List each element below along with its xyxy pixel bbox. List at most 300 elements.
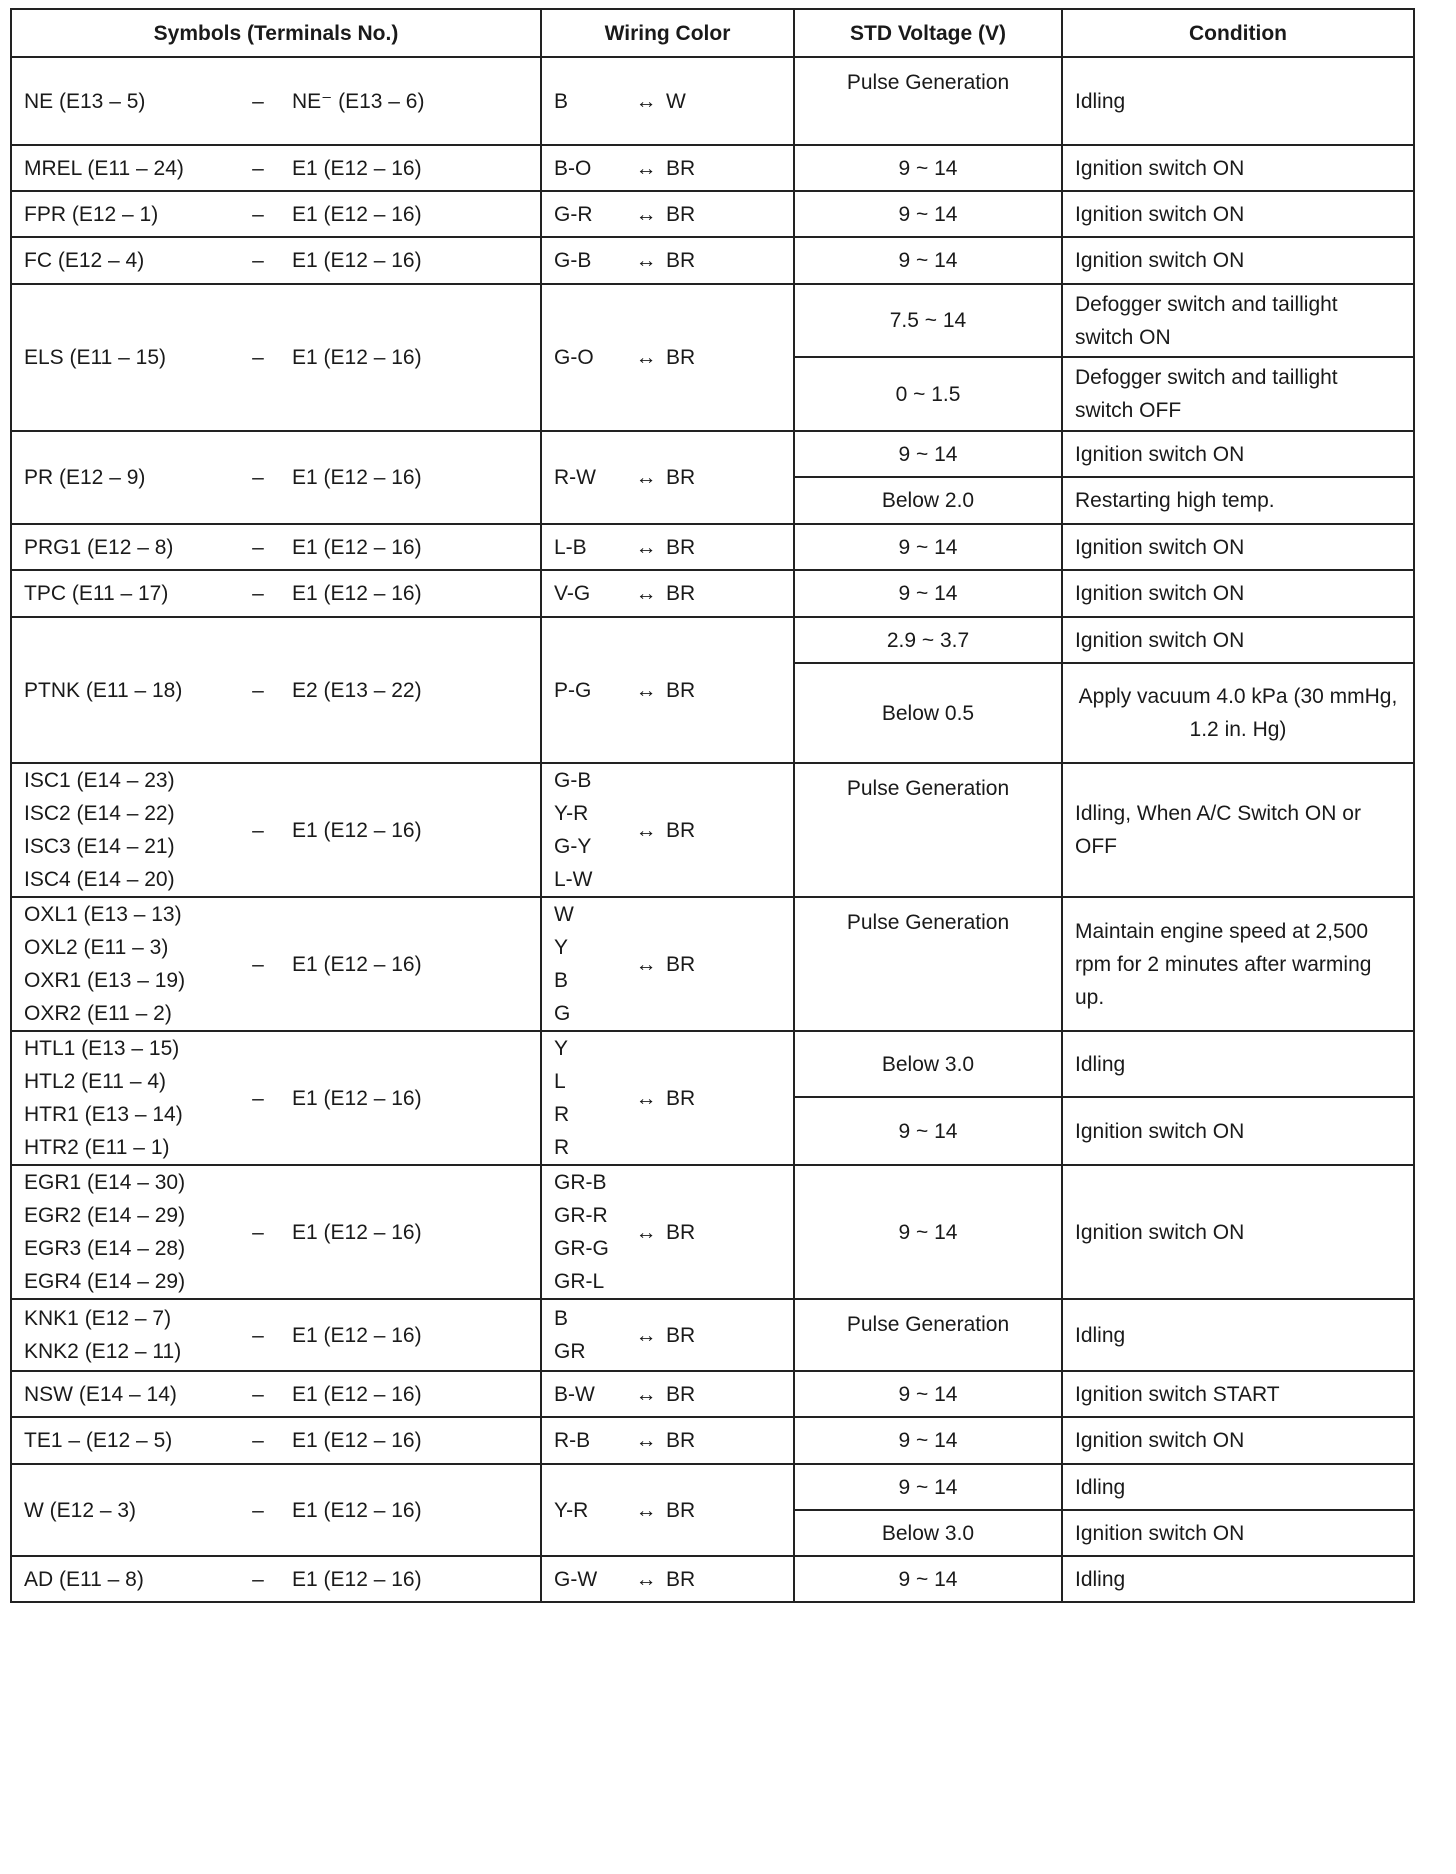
symbols-cell	[11, 1464, 541, 1556]
terminal-symbol: PRG1 (E12 – 8)	[24, 535, 174, 559]
symbols-cell	[11, 1165, 541, 1299]
double-arrow-icon: ↔	[635, 678, 657, 702]
terminal-list	[24, 1032, 224, 1164]
wire-color: GR-R	[554, 1204, 608, 1227]
wire-color-list	[554, 1032, 626, 1164]
terminal-list	[24, 1302, 224, 1368]
wire-pair	[554, 152, 781, 185]
terminal-pair	[24, 674, 528, 707]
terminal-list	[24, 531, 224, 564]
table-row	[11, 1417, 1414, 1464]
std-voltage: 0 ~ 1.5	[794, 357, 1062, 431]
wire-color: R-B	[554, 1429, 591, 1452]
table-row	[11, 284, 1414, 357]
std-voltage: 9 ~ 14	[794, 1165, 1062, 1299]
condition: Idling, When A/C Switch ON or OFF	[1062, 763, 1414, 897]
wire-color-list	[554, 85, 626, 118]
ground-terminal: E1 (E12 – 16)	[292, 1498, 422, 1522]
terminal-pair	[24, 764, 528, 896]
ground-terminal: E1 (E12 – 16)	[292, 952, 422, 976]
wire-pair	[554, 341, 781, 374]
double-arrow-icon: ↔	[635, 346, 657, 369]
table-row	[11, 1464, 1414, 1510]
wire-pair	[554, 1032, 781, 1164]
std-voltage: Below 3.0	[794, 1510, 1062, 1556]
symbols-cell	[11, 570, 541, 617]
symbols-cell	[11, 1371, 541, 1417]
dash-separator: –	[252, 535, 264, 559]
table-row	[11, 57, 1414, 145]
wire-color: G-B	[554, 769, 592, 792]
wire-pair	[554, 85, 781, 118]
condition: Ignition switch ON	[1062, 237, 1414, 284]
ground-wire-color: BR	[666, 952, 696, 976]
std-voltage: 9 ~ 14	[794, 570, 1062, 617]
wiring-color-cell	[541, 1464, 794, 1556]
condition: Ignition switch ON	[1062, 1165, 1414, 1299]
table-row	[11, 897, 1414, 1031]
wire-color: R	[554, 1103, 570, 1126]
terminal-pair	[24, 461, 528, 494]
std-voltage: 9 ~ 14	[794, 237, 1062, 284]
wiring-color-cell	[541, 763, 794, 897]
terminal-symbol: NSW (E14 – 14)	[24, 1382, 177, 1406]
dash-separator: –	[252, 952, 264, 976]
terminal-list	[24, 1494, 224, 1527]
symbols-cell	[11, 431, 541, 524]
condition: Maintain engine speed at 2,500 rpm for 2 minutes after warming up.	[1062, 897, 1414, 1031]
wire-pair	[554, 1563, 781, 1596]
ecu-terminal-table	[10, 8, 1415, 1603]
terminal-pair	[24, 1563, 528, 1596]
dash-separator: –	[252, 89, 264, 113]
std-voltage: 9 ~ 14	[794, 1556, 1062, 1602]
ground-wire-color: BR	[666, 1323, 696, 1347]
dash-separator: –	[252, 466, 264, 489]
std-voltage: 7.5 ~ 14	[794, 284, 1062, 357]
terminal-symbol: ISC4 (E14 – 20)	[24, 868, 175, 891]
std-voltage: 9 ~ 14	[794, 1464, 1062, 1510]
ground-terminal: E1 (E12 – 16)	[292, 1086, 422, 1110]
ground-terminal: E1 (E12 – 16)	[292, 535, 422, 559]
symbols-cell	[11, 1556, 541, 1602]
terminal-list	[24, 85, 224, 118]
condition: Idling	[1062, 1031, 1414, 1097]
dash-separator: –	[252, 249, 264, 272]
symbols-cell	[11, 145, 541, 191]
std-voltage: 9 ~ 14	[794, 1097, 1062, 1165]
table-row	[11, 1556, 1414, 1602]
wiring-color-cell	[541, 237, 794, 284]
wiring-color-cell	[541, 1299, 794, 1371]
std-voltage: 9 ~ 14	[794, 1371, 1062, 1417]
ground-wire-color: BR	[666, 1429, 696, 1452]
std-voltage: 9 ~ 14	[794, 431, 1062, 477]
terminal-symbol: FC (E12 – 4)	[24, 249, 145, 272]
wire-color: GR	[554, 1340, 586, 1363]
wire-color: G	[554, 1002, 571, 1025]
condition: Restarting high temp.	[1062, 477, 1414, 524]
header-symbols: Symbols (Terminals No.)	[11, 9, 541, 57]
wire-color: G-Y	[554, 835, 592, 858]
terminal-symbol: W (E12 – 3)	[24, 1498, 137, 1522]
condition: Apply vacuum 4.0 kPa (30 mmHg, 1.2 in. Hg)	[1062, 663, 1414, 763]
wire-pair	[554, 198, 781, 231]
terminal-symbol: EGR4 (E14 – 29)	[24, 1270, 186, 1293]
wire-pair	[554, 764, 781, 896]
ground-wire-color: BR	[666, 202, 696, 226]
symbols-cell	[11, 617, 541, 763]
wire-color: G-W	[554, 1567, 598, 1591]
std-voltage: Pulse Generation	[794, 897, 1062, 1031]
symbols-cell	[11, 897, 541, 1031]
terminal-pair	[24, 244, 528, 277]
terminal-symbol: OXR1 (E13 – 19)	[24, 969, 186, 992]
ground-terminal: E1 (E12 – 16)	[292, 1429, 422, 1452]
wire-color-list	[554, 898, 626, 1030]
dash-separator: –	[252, 678, 264, 702]
wire-pair	[554, 531, 781, 564]
std-voltage: Pulse Generation	[794, 763, 1062, 897]
wire-color-list	[554, 152, 626, 185]
terminal-pair	[24, 577, 528, 610]
symbols-cell	[11, 1031, 541, 1165]
symbols-cell	[11, 284, 541, 431]
terminal-symbol: OXL2 (E11 – 3)	[24, 936, 169, 959]
header-std-voltage: STD Voltage (V)	[794, 9, 1062, 57]
wiring-color-cell	[541, 897, 794, 1031]
terminal-list	[24, 198, 224, 231]
wire-pair	[554, 674, 781, 707]
wire-color: GR-G	[554, 1237, 609, 1260]
terminal-symbol: TPC (E11 – 17)	[24, 582, 169, 605]
wire-color-list	[554, 341, 626, 374]
dash-separator: –	[252, 1323, 264, 1347]
wiring-color-cell	[541, 431, 794, 524]
terminal-symbol: HTR1 (E13 – 14)	[24, 1103, 183, 1126]
condition: Idling	[1062, 1464, 1414, 1510]
dash-separator: –	[252, 1567, 264, 1591]
wiring-color-cell	[541, 1031, 794, 1165]
wire-color-list	[554, 1302, 626, 1368]
wire-pair	[554, 1378, 781, 1411]
symbols-cell	[11, 763, 541, 897]
terminal-list	[24, 152, 224, 185]
terminal-symbol: EGR2 (E14 – 29)	[24, 1204, 186, 1227]
condition: Ignition switch ON	[1062, 1097, 1414, 1165]
wire-pair	[554, 898, 781, 1030]
terminal-pair	[24, 152, 528, 185]
wiring-color-cell	[541, 284, 794, 431]
ground-terminal: E1 (E12 – 16)	[292, 202, 422, 226]
wire-color: L-W	[554, 868, 593, 891]
ground-terminal: E1 (E12 – 16)	[292, 346, 422, 369]
page	[10, 8, 1413, 1603]
terminal-list	[24, 1378, 224, 1411]
table-row	[11, 617, 1414, 663]
condition: Defogger switch and taillight switch OFF	[1062, 357, 1414, 431]
table-row	[11, 1165, 1414, 1299]
ground-wire-color: BR	[666, 1220, 696, 1244]
ground-terminal: E1 (E12 – 16)	[292, 582, 422, 605]
terminal-symbol: ELS (E11 – 15)	[24, 346, 167, 369]
table-row	[11, 431, 1414, 477]
wire-color: B-O	[554, 156, 592, 180]
wiring-color-cell	[541, 191, 794, 237]
wire-color: B	[554, 969, 569, 992]
ground-wire-color: BR	[666, 582, 696, 605]
ground-terminal: E1 (E12 – 16)	[292, 1567, 422, 1591]
ground-wire-color: BR	[666, 1086, 696, 1110]
terminal-symbol: HTL1 (E13 – 15)	[24, 1037, 180, 1060]
terminal-symbol: EGR3 (E14 – 28)	[24, 1237, 186, 1260]
wire-color-list	[554, 674, 626, 707]
wire-color: R	[554, 1136, 570, 1159]
condition: Ignition switch ON	[1062, 570, 1414, 617]
double-arrow-icon: ↔	[635, 1220, 657, 1244]
wire-color-list	[554, 764, 626, 896]
terminal-symbol: KNK1 (E12 – 7)	[24, 1307, 172, 1330]
wire-pair	[554, 1494, 781, 1527]
dash-separator: –	[252, 582, 264, 605]
ground-wire-color: BR	[666, 466, 696, 489]
ground-wire-color: BR	[666, 1567, 696, 1591]
ground-terminal: E1 (E12 – 16)	[292, 466, 422, 489]
wire-color: Y	[554, 936, 569, 959]
wire-color-list	[554, 1166, 626, 1298]
terminal-symbol: EGR1 (E14 – 30)	[24, 1171, 186, 1194]
wire-color: V-G	[554, 582, 591, 605]
terminal-pair	[24, 898, 528, 1030]
ground-wire-color: BR	[666, 1498, 696, 1522]
wire-color-list	[554, 244, 626, 277]
condition: Ignition switch ON	[1062, 145, 1414, 191]
dash-separator: –	[252, 156, 264, 180]
ground-terminal: E1 (E12 – 16)	[292, 818, 422, 842]
wire-pair	[554, 1166, 781, 1298]
double-arrow-icon: ↔	[635, 1323, 657, 1347]
terminal-symbol: ISC1 (E14 – 23)	[24, 769, 175, 792]
table-row	[11, 237, 1414, 284]
double-arrow-icon: ↔	[635, 582, 657, 605]
wire-pair	[554, 244, 781, 277]
terminal-list	[24, 341, 224, 374]
terminal-pair	[24, 1166, 528, 1298]
wire-pair	[554, 1424, 781, 1457]
wire-color: W	[554, 903, 574, 926]
std-voltage: 9 ~ 14	[794, 524, 1062, 570]
std-voltage: 9 ~ 14	[794, 191, 1062, 237]
symbols-cell	[11, 1299, 541, 1371]
wiring-color-cell	[541, 570, 794, 617]
symbols-cell	[11, 524, 541, 570]
wire-color: P-G	[554, 678, 592, 702]
dash-separator: –	[252, 1498, 264, 1522]
table-row	[11, 763, 1414, 897]
double-arrow-icon: ↔	[635, 249, 657, 272]
wire-color: GR-B	[554, 1171, 607, 1194]
table-row	[11, 145, 1414, 191]
table-row	[11, 191, 1414, 237]
terminal-pair	[24, 1494, 528, 1527]
dash-separator: –	[252, 1220, 264, 1244]
terminal-pair	[24, 531, 528, 564]
condition: Ignition switch START	[1062, 1371, 1414, 1417]
std-voltage: Pulse Generation	[794, 57, 1062, 145]
double-arrow-icon: ↔	[635, 1498, 657, 1522]
terminal-list	[24, 1563, 224, 1596]
table-row	[11, 1031, 1414, 1097]
wire-color: R-W	[554, 466, 596, 489]
table-row	[11, 1371, 1414, 1417]
wire-color: Y-R	[554, 802, 589, 825]
header-row	[11, 9, 1414, 57]
std-voltage: Below 3.0	[794, 1031, 1062, 1097]
terminal-list	[24, 244, 224, 277]
header-wiring-color: Wiring Color	[541, 9, 794, 57]
terminal-list	[24, 1424, 224, 1457]
terminal-symbol: MREL (E11 – 24)	[24, 156, 184, 180]
condition: Idling	[1062, 57, 1414, 145]
terminal-symbol: ISC2 (E14 – 22)	[24, 802, 175, 825]
wire-color: B	[554, 1307, 569, 1330]
terminal-symbol: FPR (E12 – 1)	[24, 202, 159, 226]
wire-color: L-B	[554, 535, 587, 559]
ground-terminal: E1 (E12 – 16)	[292, 249, 422, 272]
double-arrow-icon: ↔	[635, 952, 657, 976]
std-voltage: 9 ~ 14	[794, 145, 1062, 191]
terminal-list	[24, 764, 224, 896]
wire-color-list	[554, 531, 626, 564]
ground-wire-color: W	[666, 89, 686, 113]
wiring-color-cell	[541, 145, 794, 191]
table-row	[11, 1299, 1414, 1371]
ground-wire-color: BR	[666, 156, 696, 180]
terminal-pair	[24, 1032, 528, 1164]
wiring-color-cell	[541, 617, 794, 763]
wiring-color-cell	[541, 524, 794, 570]
terminal-pair	[24, 85, 528, 118]
terminal-symbol: OXL1 (E13 – 13)	[24, 903, 182, 926]
condition: Defogger switch and taillight switch ON	[1062, 284, 1414, 357]
wire-color-list	[554, 1378, 626, 1411]
wire-color-list	[554, 577, 626, 610]
wire-color: B	[554, 89, 569, 113]
dash-separator: –	[252, 1086, 264, 1110]
table-row	[11, 570, 1414, 617]
wire-color: B-W	[554, 1382, 595, 1406]
condition: Ignition switch ON	[1062, 1417, 1414, 1464]
ground-terminal: E1 (E12 – 16)	[292, 156, 422, 180]
condition: Ignition switch ON	[1062, 524, 1414, 570]
dash-separator: –	[252, 1382, 264, 1406]
terminal-list	[24, 898, 224, 1030]
dash-separator: –	[252, 1429, 264, 1452]
dash-separator: –	[252, 202, 264, 226]
condition: Idling	[1062, 1556, 1414, 1602]
double-arrow-icon: ↔	[635, 156, 657, 180]
std-voltage: Below 0.5	[794, 663, 1062, 763]
ground-terminal: E1 (E12 – 16)	[292, 1382, 422, 1406]
terminal-symbol: KNK2 (E12 – 11)	[24, 1340, 182, 1363]
terminal-pair	[24, 1302, 528, 1368]
wire-color: GR-L	[554, 1270, 605, 1293]
terminal-list	[24, 1166, 224, 1298]
terminal-symbol: ISC3 (E14 – 21)	[24, 835, 175, 858]
std-voltage: Pulse Generation	[794, 1299, 1062, 1371]
symbols-cell	[11, 57, 541, 145]
wire-color: L	[554, 1070, 566, 1093]
wiring-color-cell	[541, 1165, 794, 1299]
ground-wire-color: BR	[666, 346, 696, 369]
wire-pair	[554, 461, 781, 494]
condition: Ignition switch ON	[1062, 617, 1414, 663]
wire-color-list	[554, 198, 626, 231]
terminal-pair	[24, 1424, 528, 1457]
double-arrow-icon: ↔	[635, 1086, 657, 1110]
terminal-pair	[24, 198, 528, 231]
symbols-cell	[11, 237, 541, 284]
condition: Ignition switch ON	[1062, 191, 1414, 237]
double-arrow-icon: ↔	[635, 202, 657, 226]
ground-wire-color: BR	[666, 249, 696, 272]
condition: Idling	[1062, 1299, 1414, 1371]
ground-wire-color: BR	[666, 1382, 696, 1406]
ground-terminal: E1 (E12 – 16)	[292, 1323, 422, 1347]
wire-color-list	[554, 1424, 626, 1457]
terminal-symbol: PR (E12 – 9)	[24, 466, 146, 489]
terminal-list	[24, 577, 224, 610]
terminal-symbol: HTR2 (E11 – 1)	[24, 1136, 170, 1159]
wire-color: G-O	[554, 346, 594, 369]
wiring-color-cell	[541, 1371, 794, 1417]
std-voltage: 2.9 ~ 3.7	[794, 617, 1062, 663]
terminal-symbol: TE1 – (E12 – 5)	[24, 1429, 173, 1452]
double-arrow-icon: ↔	[635, 535, 657, 559]
ground-wire-color: BR	[666, 535, 696, 559]
terminal-pair	[24, 341, 528, 374]
terminal-symbol: HTL2 (E11 – 4)	[24, 1070, 167, 1093]
terminal-symbol: NE (E13 – 5)	[24, 89, 146, 113]
double-arrow-icon: ↔	[635, 1382, 657, 1406]
wire-color-list	[554, 1563, 626, 1596]
std-voltage: Below 2.0	[794, 477, 1062, 524]
dash-separator: –	[252, 346, 264, 369]
terminal-pair	[24, 1378, 528, 1411]
double-arrow-icon: ↔	[635, 818, 657, 842]
ground-wire-color: BR	[666, 818, 696, 842]
wire-color: Y	[554, 1037, 569, 1060]
condition: Ignition switch ON	[1062, 1510, 1414, 1556]
ground-terminal: E1 (E12 – 16)	[292, 1220, 422, 1244]
wire-color: G-B	[554, 249, 592, 272]
double-arrow-icon: ↔	[635, 1429, 657, 1452]
wire-color-list	[554, 1494, 626, 1527]
condition: Ignition switch ON	[1062, 431, 1414, 477]
wire-pair	[554, 1302, 781, 1368]
terminal-list	[24, 674, 224, 707]
dash-separator: –	[252, 818, 264, 842]
double-arrow-icon: ↔	[635, 1567, 657, 1591]
wiring-color-cell	[541, 1556, 794, 1602]
table-row	[11, 524, 1414, 570]
wire-color: Y-R	[554, 1498, 589, 1522]
double-arrow-icon: ↔	[635, 466, 657, 489]
terminal-list	[24, 461, 224, 494]
wire-pair	[554, 577, 781, 610]
terminal-symbol: AD (E11 – 8)	[24, 1567, 144, 1591]
wire-color: G-R	[554, 202, 593, 226]
